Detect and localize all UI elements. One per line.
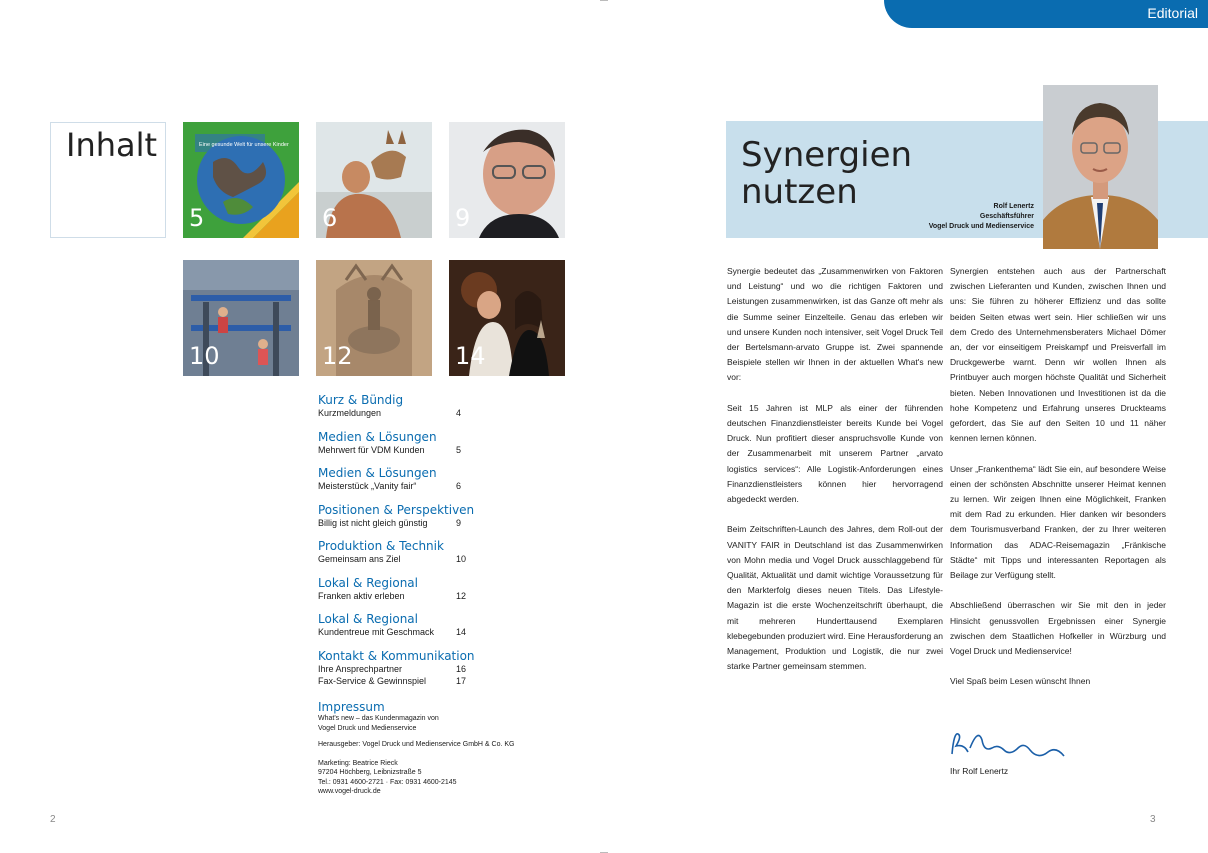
section-tab [884,0,1208,28]
toc-section-medien-loesungen-2[interactable] [318,466,538,492]
article-paragraph: Beim Zeitschriften-Launch des Jahres, dem Roll-out der VANITY FAIR in Deutschland ist das Zusammenwirken von Mohn media und Vogel Druck ausschlaggebend für Qualität, Aktualität und damit wichtige Voraussetzung für den Markterfolg dieses neuen Titels. Das Lifestyle-Magazin ist die erste Wochenzeitschrift überhaupt, die mit mehreren Hunderttausend Exemplaren klebegebunden produziert wird. Eine Herausforderung an Management, Produktion und Logistik, die nur zwei starke Partner gemeinsam stemmen. [727,524,943,672]
thumbnail-9[interactable] [449,122,565,238]
author-company: Vogel Druck und Medienservice [928,223,1034,230]
headline-line: nutzen [741,172,858,212]
toc-entry-label: Billig ist nicht gleich günstig [318,518,428,528]
toc-entry[interactable] [318,444,538,456]
toc-entry[interactable] [318,626,538,638]
toc-heading: Kurz & Bündig [318,393,404,407]
article-column-2 [950,264,1166,705]
section-tab-label: Editorial [1147,5,1198,21]
thumbnail-number: 5 [189,204,205,232]
impressum [318,700,538,797]
toc-entry-page: 12 [456,591,467,601]
toc-entry-page: 4 [456,408,462,418]
toc-entry-label: Kundentreue mit Geschmack [318,627,435,637]
article-column-1 [727,264,943,690]
toc-entry-label: Ihre Ansprechpartner [318,664,403,674]
toc-entry-page: 9 [456,518,462,528]
impressum-line: What's new – das Kundenmagazin von [318,715,439,722]
article-paragraph: Synergien entstehen auch aus der Partnerschaft zwischen Lieferanten und Kunden, zwischen Ihnen und uns: Sie führen zu höherer Effizienz und das sollte beiden Seiten etwas wert sein. Hier schließen wir uns dem Credo des Unternehmensberaters Michael Dömer an, der vor einseitigem Preiskampf und Preisverfall im Druckgewerbe warnt. Denn wir wollen Ihnen als Printbuyer auch morgen höchste Qualität und Sicherheit bieten. Neben Innovationen und Investitionen ist da die hohe Kompetenz und Erfahrung unseres Druckteams gefordert, das Sie auf den Seiten 10 und 11 näher kennen lernen können. [950,266,1166,444]
toc-entry-label: Kurzmeldungen [318,408,382,418]
contents-title: Inhalt [66,126,158,164]
toc-section-kurz-buendig[interactable] [318,393,538,419]
toc-heading: Positionen & Perspektiven [318,503,475,517]
thumbnail-5[interactable] [183,122,299,238]
toc-section-kontakt[interactable] [318,649,538,687]
toc-entry-page: 6 [456,481,462,491]
toc-entry[interactable] [318,663,538,675]
author-portrait [1043,85,1158,249]
toc-section-medien-loesungen-1[interactable] [318,430,538,456]
page-number-right: 3 [1150,814,1156,825]
thumbnail-number: 10 [189,342,220,370]
article-paragraph: Seit 15 Jahren ist MLP als einer der führenden deutschen Finanzdienstleister bereits Kunde bei Vogel Druck. Nun profitiert dieser anspruchsvolle Kunde von der Zusammenarbeit mit unserem Partner „arvato logistics services“: Alle Logistik-Anforderungen eines Finanzdienstleisters können hier hervorragend abgedeckt werden. [727,402,943,505]
toc-entry-label: Franken aktiv erleben [318,591,405,601]
toc-heading: Medien & Lösungen [318,466,437,480]
toc-section-positionen[interactable] [318,503,538,529]
toc-entry[interactable] [318,480,538,492]
author-portrait-photo [1043,85,1158,249]
article-paragraph: Unser „Frankenthema“ lädt Sie ein, auf besondere Weise einen der schönsten Abschnitte unserer Heimat kennen zu lernen. Wir zeigen Ihnen eine Möglichkeit, Franken mit dem Rad zu erkunden. Hier danken wir besonders dem Tourismusverband Franken, der zu Ihrer weiteren Information das ADAC-Reisemagazin „Fränkische Städte“ mit Tipps und interessanten Reportagen als Beilage zur Verfügung stellt. [950,463,1166,581]
page-number-left: 2 [50,814,56,825]
thumbnail-12[interactable] [316,260,432,376]
toc-entry[interactable] [318,517,538,529]
thumbnail-10[interactable] [183,260,299,376]
toc-entry-page: 5 [456,445,462,455]
thumbnail-number: 14 [455,342,486,370]
toc-entry-page: 17 [456,676,467,686]
binding-mark-top [600,0,608,1]
headline-line: Synergien [741,135,913,175]
toc-section-lokal-regional-1[interactable] [318,576,538,602]
toc-heading: Kontakt & Kommunikation [318,649,475,663]
impressum-line: Vogel Druck und Medienservice [318,724,417,732]
toc-heading: Lokal & Regional [318,576,418,590]
author-role: Geschäftsführer [979,213,1034,220]
toc-entry-page: 10 [456,554,467,564]
article-paragraph: Viel Spaß beim Lesen wünscht Ihnen [950,676,1091,687]
thumbnail-number: 9 [455,204,471,232]
closing-name: Ihr Rolf Lenertz [950,766,1009,776]
toc-entry-label: Meisterstück „Vanity fair“ [318,481,417,491]
headline [741,137,912,211]
article-paragraph: Abschließend überraschen wir Sie mit den in jeder Hinsicht genussvollen Ergebnissen einer Synergie zwischen dem Staatlichen Hofkeller in Würzburg und Vogel Druck und Medienservice! [950,600,1166,657]
impressum-web[interactable]: www.vogel-druck.de [318,788,381,795]
thumbnail-number: 12 [322,342,353,370]
toc-heading: Lokal & Regional [318,612,418,626]
toc-heading: Medien & Lösungen [318,430,437,444]
toc-section-produktion[interactable] [318,539,538,565]
impressum-marketing: Marketing: Beatrice Rieck [318,759,398,767]
toc-entry[interactable] [318,553,538,565]
toc-entry[interactable] [318,675,538,687]
impressum-phone: Tel.: 0931 4600-2721 · Fax: 0931 4600-2145 [318,778,457,786]
toc-section-lokal-regional-2[interactable] [318,612,538,638]
toc-entry-page: 14 [456,627,467,637]
toc-entry-label: Mehrwert für VDM Kunden [318,445,425,455]
article-paragraph: Synergie bedeutet das „Zusammenwirken von Faktoren und Leistung“ und wo die richtigen Faktoren und Leistungen zusammenwirken, ist das Ganze oft mehr als die Summe seiner Einzelteile. Genau das erleben wir und unsere Kunden noch intensiver, seit Vogel Druck Teil der Bertelsmann-arvato Gruppe ist. Zwei spannende Beispiele stellen wir Ihnen in der aktuellen What's new vor: [727,266,943,383]
impressum-address: 97204 Höchberg, Leibnizstraße 5 [318,769,422,776]
thumbnail-6[interactable] [316,122,432,238]
thumbnail-14[interactable] [449,260,565,376]
author-credit [929,202,1034,232]
thumbnail-number: 6 [322,204,338,232]
toc-entry[interactable] [318,407,538,419]
toc-entry-label: Fax-Service & Gewinnspiel [318,676,427,686]
handwritten-signature [948,726,1068,770]
toc-entry-label: Gemeinsam ans Ziel [318,554,401,564]
thumbnail-5-text: Eine gesunde Welt für unsere Kinder [199,142,289,148]
toc-entry[interactable] [318,590,538,602]
author-name: Rolf Lenertz [993,203,1034,210]
toc-heading: Produktion & Technik [318,539,444,553]
impressum-heading: Impressum [318,700,385,714]
toc-entry-page: 16 [456,664,467,674]
impressum-publisher: Herausgeber: Vogel Druck und Medienservice GmbH & Co. KG [318,741,515,748]
